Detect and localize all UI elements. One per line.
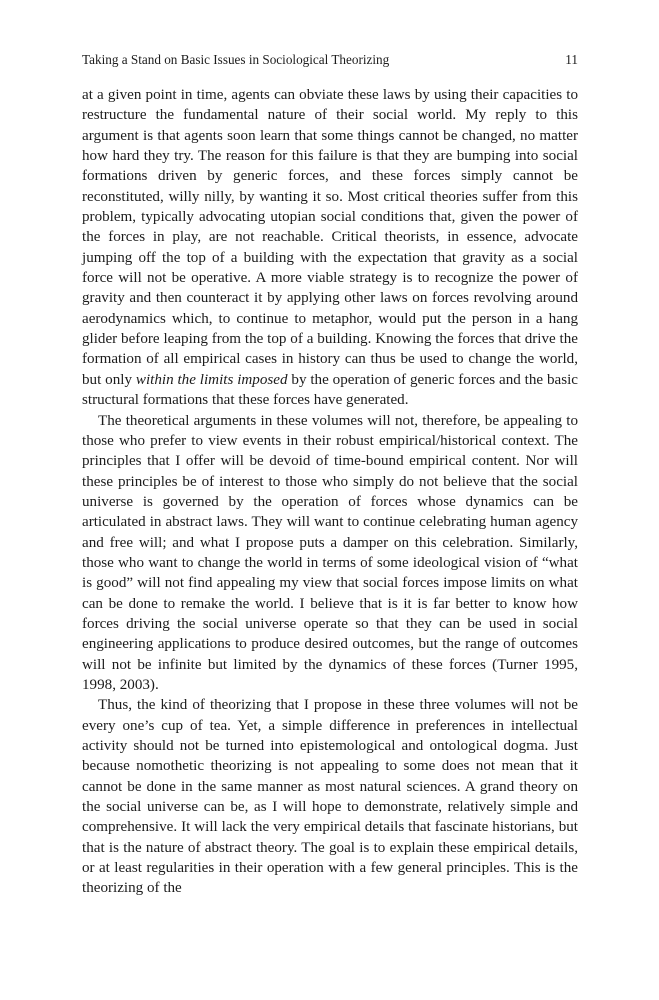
- paragraph-1-text-a: at a given point in time, agents can obviate these laws by using their capacities to restructure the fundamental nature of their social world. My reply to this argument is that agents soon learn that some things cannot be changed, no matter how hard they try. The reason for this failure is that they are bumping into social formations driven by generic forces, and these forces simply cannot be reconstituted, willy nilly, by wanting it so. Most critical theories suffer from this problem, typically advocating utopian social conditions that, given the power of the forces in play, are not reachable. Critical theorists, in essence, advocate jumping off the top of a building with the expectation that gravity as a social force will not be operative. A more viable strategy is to recognize the power of gravity and then counteract it by applying other laws on forces revolving around aerodynamics which, to continue to metaphor, would put the person in a hang glider before leaping from the top of a building. Knowing the forces that drive the formation of all empirical cases in history can thus be used to change the world, but only: [82, 87, 578, 388]
- paragraph-1-text-b: by the operation of generic forces and the basic structural formations that these forces have generated.: [82, 371, 579, 409]
- paragraph-3-text: Thus, the kind of theorizing that I propose in these three volumes will not be every one’s cup of tea. Yet, a simple difference in preferences in intellectual activity should not be turned into epistemological and ontological dogma. Just because nomothetic theorizing is not appealing to some does not mean that it cannot be done in the same manner as most natural sciences. A grand theory on the social universe can be, as I will hope to demonstrate, relatively simple and comprehensive. It will lack the very empirical details that fascinate historians, but that is the nature of abstract theory. The goal is to explain these empirical details, or at least regularities in their operation with a few general principles. This is the theorizing of the: [82, 697, 578, 897]
- running-title: Taking a Stand on Basic Issues in Sociological Theorizing: [82, 52, 390, 67]
- paragraph-3: [82, 695, 578, 898]
- paragraph-1: [82, 85, 578, 411]
- paragraph-1-italic-phrase: within the limits imposed: [135, 371, 288, 388]
- running-head: [82, 50, 578, 70]
- page-number: 11: [565, 52, 578, 67]
- paragraph-2-text: The theoretical arguments in these volumes will not, therefore, be appealing to those who prefer to view events in their robust empirical/historical context. The principles that I offer will be devoid of time-bound empirical content. Nor will these principles be of interest to those who simply do not believe that the social universe is governed by the operation of forces whose dynamics can be articulated in abstract laws. They will want to continue celebrating human agency and free will; and what I propose puts a damper on this celebration. Similarly, those who want to change the world in terms of some ideological vision of “what is good” will not find appealing my view that social forces impose limits on what can be done to remake the world. I believe that is it is far better to know how forces driving the social universe operate so that they can be used in social engineering applications to produce desired outcomes, but the range of outcomes will not be infinite but limited by the dynamics of these forces (Turner 1995, 1998, 2003).: [82, 412, 578, 693]
- body-text: [82, 85, 578, 899]
- paragraph-2: [82, 411, 578, 696]
